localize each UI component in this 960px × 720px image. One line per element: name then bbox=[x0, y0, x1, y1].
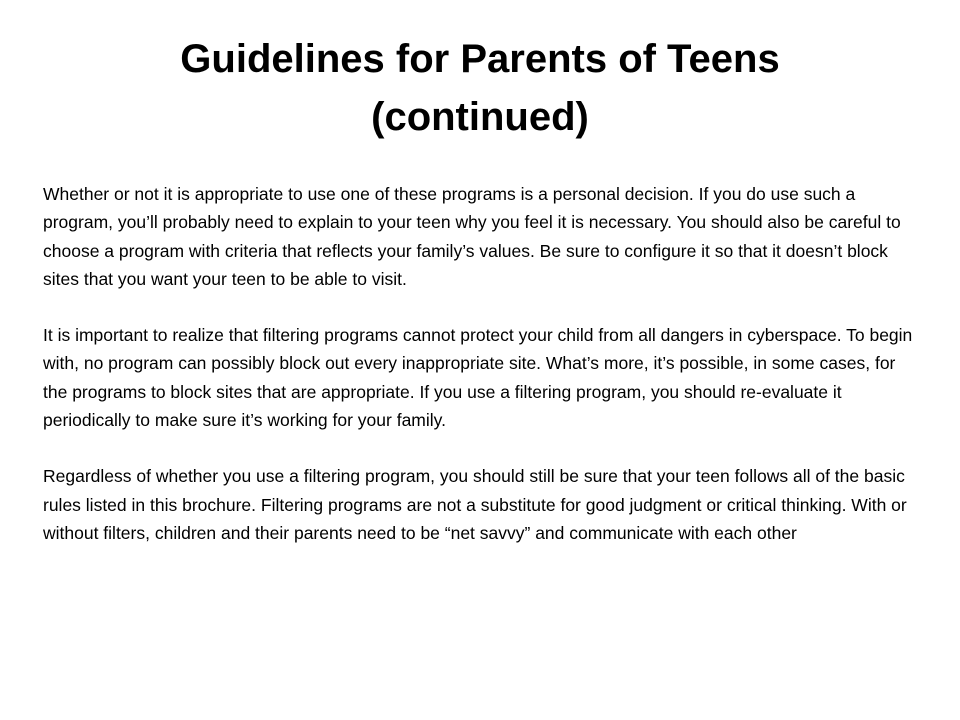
slide-title-line-2: (continued) bbox=[371, 95, 589, 139]
slide-title-line-1: Guidelines for Parents of Teens bbox=[180, 37, 780, 81]
slide-title bbox=[60, 30, 900, 146]
body-paragraph-2: It is important to realize that filtering programs cannot protect your child from all dangers in cyberspace. To begin with, no program can possibly block out every inappropriate site. What’s more, it’s possible, in some cases, for the programs to block sites that are appropriate. If you use a filtering program, you should re-evaluate it periodically to make sure it’s working for your family. bbox=[43, 325, 913, 431]
body-paragraph-1: Whether or not it is appropriate to use one of these programs is a personal decision. If you do use such a program, you’ll probably need to explain to your teen why you feel it is necessary. You should also be careful to choose a program with criteria that reflects your family’s values. Be sure to configure it so that it doesn’t block sites that you want your teen to be able to visit. bbox=[43, 184, 901, 289]
body-paragraph-3: Regardless of whether you use a filtering program, you should still be sure that your teen follows all of the basic rules listed in this brochure. Filtering programs are not a substitute for good judgment or critical thinking. With or without filters, children and their parents need to be “net savvy” and communicate with each other bbox=[43, 466, 907, 543]
slide-body bbox=[43, 180, 913, 575]
